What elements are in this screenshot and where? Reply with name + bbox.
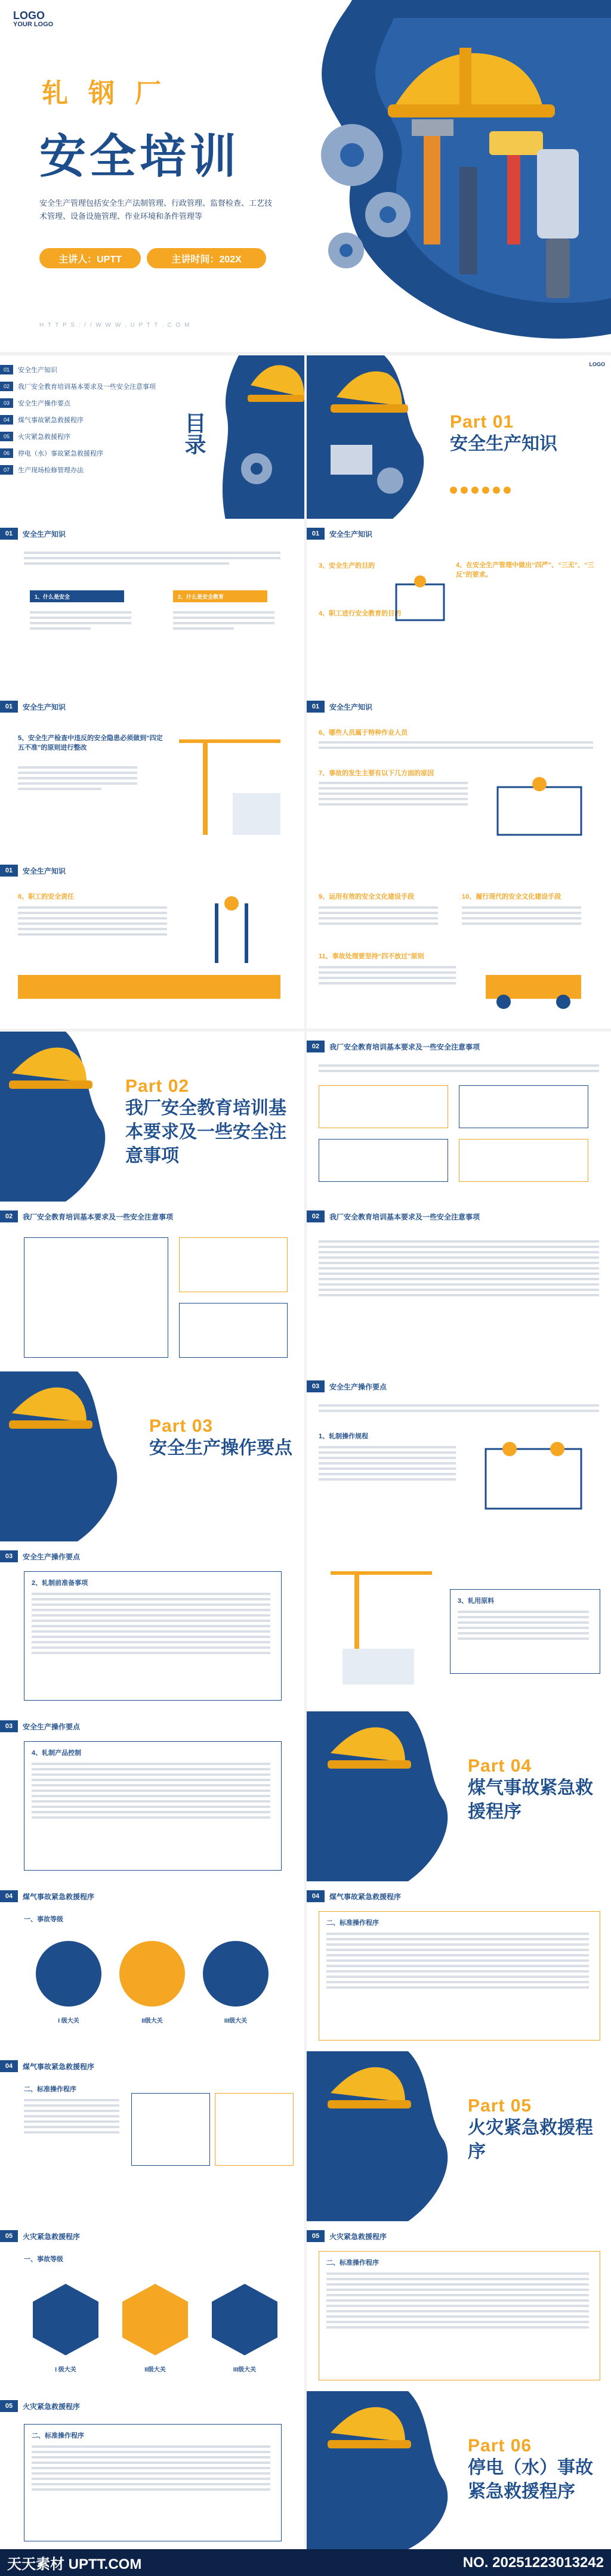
sec1-item-worker-purpose: 4、职工进行安全教育的目的 [319, 610, 402, 617]
sec3-item-prep: 2、轧制前准备事项 [32, 1580, 88, 1587]
part05-text [468, 2096, 599, 2164]
toc-item[interactable]: 06 停电（水）事故紧急救援程序 [0, 445, 156, 462]
sec3-header: 03 安全生产操作要点 [0, 1550, 80, 1563]
sec4-slide-a [0, 1881, 304, 2051]
part04-slide [307, 1711, 611, 1881]
sec3-box-material [450, 1589, 600, 1674]
sec1-header: 01 安全生产知识 [0, 864, 66, 877]
sec1-para-10 [319, 963, 456, 987]
sec5-slide-c [0, 2391, 304, 2549]
sec5-header: 05 火灾紧急救援程序 [307, 2230, 387, 2243]
sec5-para-2 [32, 2442, 270, 2494]
toc-illustration [215, 355, 304, 525]
sec3-item-control: 4、轧制产品控制 [32, 1750, 82, 1757]
sec4-box-3 [215, 2093, 294, 2166]
part03-slide [0, 1371, 304, 1541]
part01-illustration [307, 355, 432, 525]
sec5-header: 05 火灾紧急救援程序 [0, 2399, 80, 2413]
sec1-slide-f [307, 856, 611, 1029]
sec2-slide-b [0, 1202, 304, 1371]
sec1-para-7 [18, 903, 167, 939]
sec5-box-procedure [319, 2251, 600, 2380]
sec1-para-6 [319, 779, 468, 809]
sec5-box-2 [24, 2424, 282, 2541]
sec5-level-2-label: II级大关 [144, 2367, 166, 2373]
sec1-item-causes: 7、事故的发生主要有以下几方面的原因 [319, 770, 434, 777]
sec5-item-level: 一、事故等级 [24, 2256, 63, 2263]
sec5-item-procedure: 二、标准操作程序 [326, 2259, 379, 2267]
footer-right: NO. 20251223013242 [462, 2554, 604, 2571]
part02-label: Part 02 [125, 1076, 190, 1096]
part03-label: Part 03 [149, 1416, 214, 1436]
sec2-slide-a [307, 1032, 611, 1202]
sec2-box-7 [179, 1303, 288, 1358]
part03-title: 安全生产操作要点 [149, 1438, 292, 1458]
part01-slide [307, 355, 611, 525]
sec2-para-2 [319, 1237, 599, 1299]
sec1-para [24, 549, 280, 568]
sec2-box-1 [319, 1085, 448, 1128]
part01-label: Part 01 [450, 412, 514, 432]
sec2-box-6 [179, 1237, 288, 1292]
part06-text [468, 2436, 599, 2504]
sec1-para-3 [173, 608, 274, 633]
part01-dots [450, 486, 557, 497]
sec3-para-3 [32, 1590, 270, 1657]
part04-text [468, 1756, 599, 1824]
sec3-para-4 [458, 1608, 589, 1643]
sec1-item-education: 2、什么是安全教育 [173, 590, 267, 602]
sec1-slide-e [0, 856, 304, 1029]
sec4-level-3-label: III级大关 [224, 2018, 248, 2024]
sec5-slide-b [307, 2221, 611, 2391]
toc-item[interactable]: 03 安全生产操作要点 [0, 395, 156, 411]
sec3-item-rules: 1、轧制操作规程 [319, 1433, 369, 1440]
cover-url: H T T P S : / / W W W . U P T T . C O M [39, 322, 191, 329]
sec1-item-duty: 8、职工的安全责任 [18, 893, 75, 900]
sec1-item-culture: 9、运用有效的安全文化建设手段 [319, 893, 415, 900]
sec4-level-2-circle [119, 1941, 185, 2007]
toc-item[interactable]: 05 火灾紧急救援程序 [0, 428, 156, 445]
sec1-item-accident: 11、事故处理要坚持“四不放过”原则 [319, 953, 424, 960]
part01-text [450, 412, 557, 497]
part05-illustration [307, 2051, 456, 2221]
sec1-para-2 [30, 608, 131, 633]
sec1-header: 01 安全生产知识 [307, 700, 372, 713]
sec1-slide-c [0, 692, 304, 856]
part05-slide [307, 2051, 611, 2221]
sec4-level-3-circle [203, 1941, 269, 2007]
sec1-slide-a [0, 519, 304, 692]
sec2-box-3 [319, 1139, 448, 1182]
cover-subtitle-row [42, 72, 181, 110]
sec4-slide-b [307, 1881, 611, 2051]
part03-text [149, 1416, 292, 1460]
sec4-level-1-label: I 级大关 [58, 2018, 79, 2024]
scaffold-illustration [390, 572, 450, 626]
crane-illustration [167, 727, 286, 847]
sec5-slide-a [0, 2221, 304, 2391]
sec4-level-2-label: II级大关 [141, 2018, 163, 2024]
toc-slide [0, 355, 304, 525]
sec1-header: 01 安全生产知识 [307, 527, 372, 540]
part04-title: 煤气事故紧急救援程序 [468, 1778, 593, 1822]
cover-slide [0, 0, 611, 352]
sec3-box-control [24, 1741, 282, 1871]
toc-item[interactable]: 07 生产现场检修管理办法 [0, 462, 156, 478]
sec2-para [319, 1061, 599, 1075]
cover-tools-illustration [310, 36, 597, 316]
sec3-item-material: 3、轧用原料 [458, 1597, 495, 1605]
sec1-header: 01 安全生产知识 [0, 700, 66, 713]
sec4-header: 04 煤气事故紧急救援程序 [0, 2060, 94, 2073]
toc-item[interactable]: 02 我厂安全教育培训基本要求及一些安全注意事项 [0, 378, 156, 395]
sec2-box-2 [459, 1085, 588, 1128]
part02-text [125, 1076, 292, 1168]
sec2-box-4 [459, 1139, 588, 1182]
sec1-para-8 [319, 903, 438, 928]
sec2-box-5 [24, 1237, 168, 1358]
sec2-header: 02 我厂安全教育培训基本要求及一些安全注意事项 [307, 1040, 480, 1053]
part02-title: 我厂安全教育培训基本要求及一些安全注意事项 [125, 1098, 286, 1166]
sec1-item-special: 6、哪些人员属于特种作业人员 [319, 729, 408, 736]
sec1-item-hazard: 5、安全生产检查中违反的安全隐患必须做到“四定五不准”的原则进行整改 [18, 735, 163, 751]
part03-illustration [0, 1371, 125, 1541]
mixer-truck-illustration [474, 951, 593, 1011]
sec3-header: 03 安全生产操作要点 [0, 1720, 80, 1733]
sec5-para [326, 2270, 589, 2332]
watermark-footer [0, 2549, 611, 2576]
sec4-item-level: 一、事故等级 [24, 1916, 63, 1923]
sec4-para-2 [24, 2096, 119, 2137]
part04-illustration [307, 1711, 456, 1881]
part02-slide [0, 1032, 304, 1202]
sec1-slide-b [307, 519, 611, 692]
sec3-slide-a [307, 1371, 611, 1541]
part06-slide [307, 2391, 611, 2549]
workers-illustration [474, 1425, 599, 1521]
sec4-item-procedure-2: 二、标准操作程序 [24, 2086, 76, 2093]
footer-left: 天天素材 UPTT.COM [7, 2556, 142, 2572]
sec5-item-procedure-2: 二、标准操作程序 [32, 2432, 84, 2439]
cover-time: 主讲时间：202X [147, 248, 266, 268]
part02-illustration [0, 1032, 113, 1202]
part05-label: Part 05 [468, 2096, 532, 2116]
sec1-item-purpose: 3、安全生产的目的 [319, 562, 375, 569]
sec1-item-modern: 10、履行现代的安全文化建设手段 [462, 893, 561, 900]
sec1-para-5 [319, 738, 593, 752]
part01-logo: LOGO [589, 361, 605, 367]
sec4-box-2 [131, 2093, 210, 2166]
sec3-slide-c [307, 1541, 611, 1711]
construction-illustration [319, 1565, 438, 1696]
sec4-slide-c [0, 2051, 304, 2221]
toc-title: 目录 [182, 412, 206, 455]
sec5-level-1-label: I 级大关 [55, 2367, 76, 2373]
sec4-box-procedure [319, 1911, 600, 2041]
sec4-header: 04 煤气事故紧急救援程序 [307, 1890, 401, 1903]
part05-title: 火灾紧急救援程序 [468, 2118, 593, 2162]
cover-presenter: 主讲人：UPTT [39, 248, 141, 268]
sec1-item-safety: 1、什么是安全 [30, 590, 124, 602]
sec3-para [319, 1401, 599, 1415]
sec4-header: 04 煤气事故紧急救援程序 [0, 1890, 94, 1903]
sec3-box-prep [24, 1571, 282, 1701]
sec1-notice-bar [18, 975, 280, 999]
part06-title: 停电（水）事故紧急救援程序 [468, 2458, 593, 2501]
part01-title: 安全生产知识 [450, 434, 557, 454]
toc-item[interactable]: 04 煤气事故紧急救援程序 [0, 411, 156, 428]
worker-illustration [486, 769, 593, 841]
cover-subtitle: 轧钢厂 [42, 79, 181, 108]
sec3-para-5 [32, 1760, 270, 1822]
sec1-para-4 [18, 763, 137, 793]
cover-title: 安全培训 [39, 130, 240, 182]
sec5-level-3-label: III级大关 [233, 2367, 257, 2373]
cover-logo: LOGO YOUR LOGO [13, 10, 54, 28]
sec5-header: 05 火灾紧急救援程序 [0, 2230, 80, 2243]
sec4-level-1-circle [36, 1941, 101, 2007]
sec2-header: 02 我厂安全教育培训基本要求及一些安全注意事项 [307, 1210, 480, 1223]
part06-label: Part 06 [468, 2436, 532, 2456]
sec1-header: 01 安全生产知识 [0, 527, 66, 540]
part06-illustration [307, 2391, 456, 2549]
sec1-slide-d [307, 692, 611, 856]
sec3-slide-b [0, 1541, 304, 1711]
ladder-illustration [191, 891, 280, 969]
sec2-header: 02 我厂安全教育培训基本要求及一些安全注意事项 [0, 1210, 173, 1223]
sec3-para-2 [319, 1443, 456, 1484]
sec2-slide-c [307, 1202, 611, 1371]
sec3-header: 03 安全生产操作要点 [307, 1380, 387, 1393]
cover-desc: 安全生产管理包括安全生产法制管理、行政管理、监督检查、工艺技术管理、设备设施管理、作业环境和条件管理等 [39, 199, 273, 221]
sec1-para-9 [462, 903, 581, 928]
toc-item[interactable]: 01 安全生产知识 [0, 361, 156, 378]
sec1-item-requirements: 4、在安全生产管理中做出“四严”、“三无”、“三反”的要求。 [456, 562, 594, 578]
part04-label: Part 04 [468, 1756, 532, 1776]
sec5-hexagons [30, 2281, 280, 2358]
sec4-item-procedure: 二、标准操作程序 [326, 1919, 379, 1927]
toc-list [0, 361, 156, 478]
sec3-slide-d [0, 1711, 304, 1881]
sec4-para [326, 1930, 589, 1992]
